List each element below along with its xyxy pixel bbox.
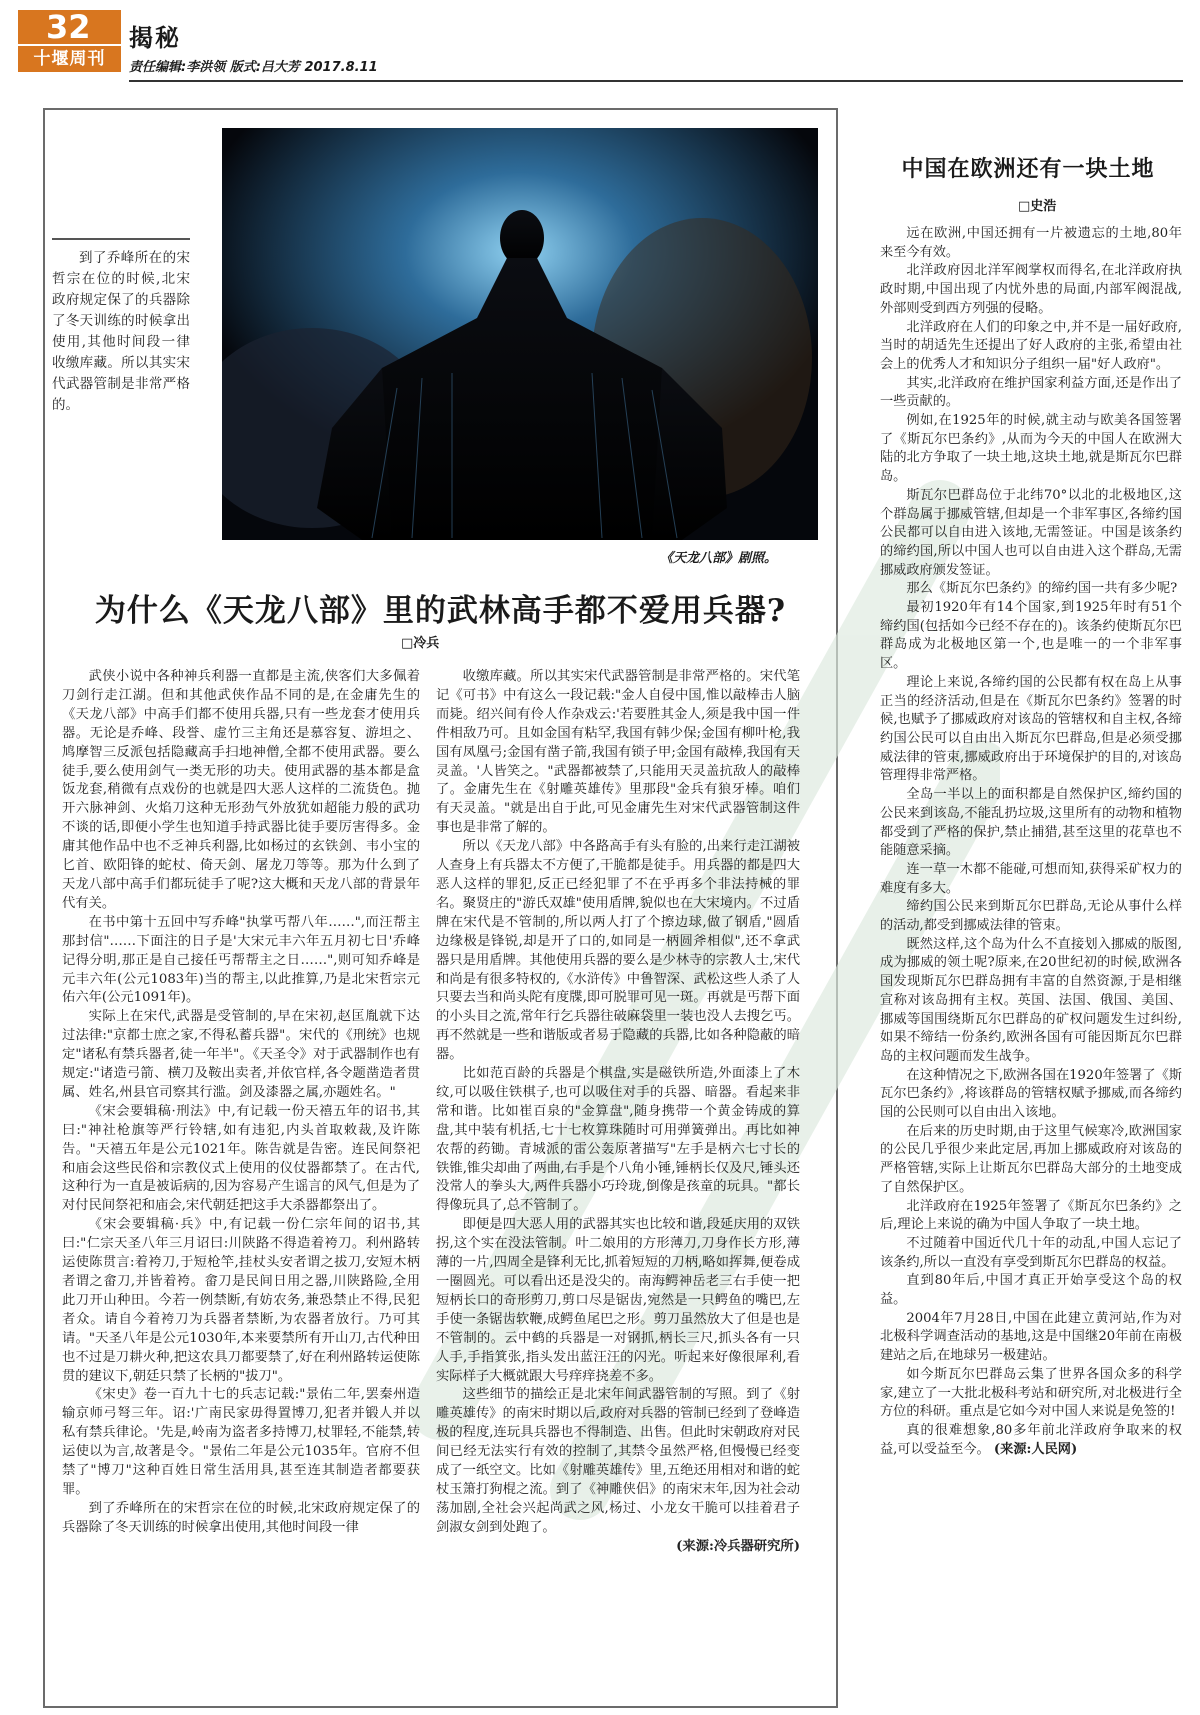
paragraph: 即便是四大恶人用的武器其实也比较和谐,段延庆用的双铁拐,这个实在没法管制。叶二娘用的方形薄刀,刀身作长方形,薄薄的一片,四周全是锋利无比,抓着短短的刀柄,略如挥舞,便卷成一圈圆光。可以看出还是没尖的。南海鳄神岳老三右手使一把短柄长口的奇形剪刀,剪口尽是锯齿,宛然是一只鳄鱼的嘴巴,左手使一条锯齿软鞭,成鳄鱼尾巴之形。剪刀虽然放大了但是也是不管制的。云中鹤的兵器是一对钢抓,柄长三尺,抓头各有一只人手,手指箕张,指头发出蓝汪汪的闪光。听起来好像很犀利,看实际样子大概就跟大号痒痒挠差不多。 — [436, 1217, 800, 1384]
editor-meta: 责任编辑:李洪领 版式:吕大芳 2017.8.11 — [129, 60, 378, 75]
paragraph: 在这种情况之下,欧洲各国在1920年签署了《斯瓦尔巴条约》,将该群岛的管辖权赋予挪威,而各缔约国的公民则可以自由出入该地。 — [880, 1067, 1182, 1121]
photo-caption: 《天龙八部》剧照。 — [660, 551, 778, 566]
sidebar-article-title: 中国在欧洲还有一块土地 — [901, 156, 1155, 182]
page-header — [18, 10, 1183, 85]
paragraph: 2004年7月28日,中国在此建立黄河站,作为对北极科学调查活动的基地,这是中国继20年前在南极建站之后,在地球另一极建站。 — [880, 1310, 1182, 1364]
paragraph: 如今斯瓦尔巴群岛云集了世界各国众多的科学家,建立了一大批北极科考站和研究所,对北极进行全方位的科研。重点是它如今对中国人来说是免签的! — [880, 1366, 1182, 1420]
page-number: 32 — [18, 10, 121, 44]
paragraph: 北洋政府在人们的印象之中,并不是一届好政府,当时的胡适先生还提出了好人政府的主张,希望由社会上的优秀人才和知识分子组织一届"好人政府"。 — [880, 319, 1182, 372]
paragraph: 《宋史》卷一百九十七的兵志记载:"景佑二年,罢秦州造输京师弓弩三年。诏:'广南民家毋得置博刀,犯者并锻人并以私有禁兵律论。'先是,岭南为盗者多持博刀,杖罪轻,不能禁,转运使以为言,故著是令。"景佑二年是公元1035年。官府不但禁了"博刀"这种百姓日常生活用具,甚至连其制造者都要获罪。 — [62, 1387, 420, 1497]
paragraph: 实际上在宋代,武器是受管制的,早在宋初,赵匡胤就下达过法律:"京都士庶之家,不得私蓄兵器"。宋代的《刑统》也规定"诸私有禁兵器者,徒一年半"。《天圣令》对于武器制作也有规定:"诸造弓箭、横刀及鞍出卖者,并依官样,各令题凿造者贯属、姓名,州县官司察其行滥。剑及漆器之属,亦题姓名。" — [62, 1009, 420, 1100]
header-rule — [129, 80, 1183, 82]
sidebar-article-body — [880, 225, 1182, 1459]
paragraph: 全岛一半以上的面积都是自然保护区,缔约国的公民来到该岛,不能乱扔垃圾,这里所有的动物和植物都受到了严格的保护,禁止捕猎,甚至这里的花草也不能随意采摘。 — [880, 787, 1182, 859]
paragraph: 既然这样,这个岛为什么不直接划入挪威的版图,成为挪威的领土呢?原来,在20世纪初的时候,欧洲各国发现斯瓦尔巴群岛拥有丰富的自然资源,于是相继宣称对该岛拥有主权。英国、法国、俄国、美国、挪威等国围绕斯瓦尔巴群岛的矿权问题发生过纠纷,如果不缔结一份条约,欧洲各国有可能因斯瓦尔巴群岛的主权问题而发生战争。 — [880, 936, 1182, 1064]
paragraph: 斯瓦尔巴群岛位于北纬70°以北的北极地区,这个群岛属于挪威管辖,但却是一个非军事区,各缔约国公民都可以自由进入该地,无需签证。中国是该条约的缔约国,所以中国人也可以自由进入这个群岛,无需挪威政府颁发签证。 — [880, 487, 1182, 578]
paragraph: 收缴库藏。所以其实宋代武器管制是非常严格的。宋代笔记《可书》中有这么一段记载:"金人自侵中国,惟以敲棒击人脑而毙。绍兴间有伶人作杂戏云:'若要胜其金人,须是我中国一件件相敌乃可。且如金国有粘罕,我国有韩少保;金国有柳叶枪,我国有凤凰弓;金国有凿子箭,我国有锁子甲;金国有敲棒,我国有天灵盖。'人皆笑之。"武器都被禁了,只能用天灵盖抗敌人的敲棒了。金庸先生在《射雕英雄传》里那段"金兵有狼牙棒。咱们有天灵盖。"就是出自于此,可见金庸先生对宋代武器管制这件事也是非常了解的。 — [436, 669, 800, 836]
drama-still-photo — [222, 128, 818, 540]
paragraph-text: 真的很难想象,80多年前北洋政府争取来的权益,可以受益至今。 — [880, 1423, 1182, 1457]
sidebar-article-source: (来源:人民网) — [993, 1441, 1078, 1457]
sidebar-article-byline: □史浩 — [1018, 199, 1057, 214]
paragraph: 北洋政府因北洋军阀掌权而得名,在北洋政府执政时期,中国出现了内忧外患的局面,内部军阀混战,外部则受到西方列强的侵略。 — [880, 263, 1182, 316]
page-badge — [18, 10, 121, 72]
paragraph: 最初1920年有14个国家,到1925年时有51个缔约国(包括如今已经不存在的)。该条约使斯瓦尔巴群岛成为北极地区第一个,也是唯一的一个非军事区。 — [880, 600, 1182, 672]
paragraph: 例如,在1925年的时候,就主动与欧美各国签署了《斯瓦尔巴条约》,从而为今天的中国人在欧洲大陆的北方争取了一块土地,这块土地,就是斯瓦尔巴群岛。 — [880, 413, 1182, 485]
paragraph — [880, 1422, 1182, 1459]
paragraph: 比如范百龄的兵器是个棋盘,实是磁铁所造,外面漆上了木纹,可以吸住铁棋子,也可以吸住对手的兵器、暗器。看起来非常和谐。比如崔百泉的"金算盘",随身携带一个黄金铸成的算盘,其中装有机括,七十七枚算珠随时可用弹簧弹出。再比如神农帮的药锄。青城派的雷公轰原著描写"左手是柄六七寸长的铁锥,锥尖却曲了两曲,右手是个八角小锤,锤柄长仅及尺,锤头还没常人的拳头大,两件兵器小巧玲珑,倒像是孩童的玩具。"都长得像玩具了,总不管制了。 — [436, 1066, 800, 1214]
paragraph: 到了乔峰所在的宋哲宗在位的时候,北宋政府规定保了的兵器除了冬天训练的时候拿出使用,其他时间段一律 — [62, 1500, 420, 1535]
paragraph: 北洋政府在1925年签署了《斯瓦尔巴条约》之后,理论上来说的确为中国人争取了一块土地。 — [880, 1198, 1182, 1233]
paragraph: 不过随着中国近代几十年的动乱,中国人忘记了该条约,所以一直没有享受到斯瓦尔巴群岛的权益。 — [880, 1235, 1182, 1270]
article-column-2 — [436, 668, 800, 1557]
paragraph: 其实,北洋政府在维护国家利益方面,还是作出了一些贡献的。 — [880, 375, 1182, 410]
paragraph: 连一草一木都不能碰,可想而知,获得采矿权力的难度有多大。 — [880, 861, 1182, 896]
paragraph: 所以《天龙八部》中各路高手有头有脸的,出来行走江湖被人查身上有兵器太不方便了,干脆都是徒手。用兵器的都是四大恶人这样的罪犯,反正已经犯罪了不在乎再多个非法持械的罪名。聚贤庄的"游氏双雄"使用盾牌,貌似也在大宋境内。不过盾牌在宋代是不管制的,所以两人打了个擦边球,做了钢盾,"圆盾边缘极是锋锐,却是开了口的,如同是一柄圆斧相似",还不拿武器只是用盾牌。其他使用兵器的要么是少林寺的宗教人士,宋代和尚是有很多特权的,《水浒传》中鲁智深、武松这些人杀了人只要去当和尚头陀有度牒,即可脱罪可见一斑。再就是丐帮下面的小头目之流,常年行乞兵器往破麻袋里一装也没人去搜乞丐。再不然就是一些和谐版或者易于隐藏的兵器,比如各种隐蔽的暗器。 — [436, 839, 800, 1063]
paragraph: 理论上来说,各缔约国的公民都有权在岛上从事正当的经济活动,但是在《斯瓦尔巴条约》签署的时候,也赋予了挪威政府对该岛的管辖权和自主权,各缔约国公民可以自由出入斯瓦尔巴群岛,但是必须受挪威法律的管束,挪威政府出于环境保护的目的,对该岛管理得非常严格。 — [880, 674, 1182, 784]
paragraph: 在书中第十五回中写乔峰"执掌丐帮八年……",而汪帮主那封信"……下面注的日子是'大宋元丰六年五月初七日'乔峰记得分明,那正是自己接任丐帮帮主之日……",则可知乔峰是元丰六年(公元1083年)当的帮主,以此推算,乃是北宋哲宗元佑六年(公元1091年)。 — [62, 914, 420, 1006]
paragraph: 这些细节的描绘正是北宋年间武器管制的写照。到了《射雕英雄传》的南宋时期以后,政府对兵器的管制已经到了登峰造极的程度,连玩具兵器也不得制造、出售。但此时宋朝政府对民间已经无法实行有效的控制了,其禁令虽然严格,但慢慢已经变成了一纸空文。比如《射雕英雄传》里,五绝还用相对和谐的蛇杖玉箫打狗棍之流。到了《神雕侠侣》的南宋末年,因为社会动荡加剧,全社会兴起尚武之风,杨过、小龙女干脆可以挂着君子剑淑女剑到处跑了。 — [436, 1387, 800, 1535]
paragraph: 那么《斯瓦尔巴条约》的缔约国一共有多少呢? — [906, 581, 1178, 597]
section-title: 揭秘 — [129, 24, 181, 52]
paragraph: 直到80年后,中国才真正开始享受这个岛的权益。 — [880, 1273, 1182, 1308]
paragraph: 远在欧洲,中国还拥有一片被遗忘的土地,80年来至今有效。 — [880, 226, 1182, 260]
publication-name: 十堰周刊 — [18, 46, 121, 72]
paragraph: 武侠小说中各种神兵利器一直都是主流,侠客们大多佩着刀剑行走江湖。但和其他武侠作品不同的是,在金庸先生的《天龙八部》中高手们都不使用兵器,只有一些龙套才使用兵器。无论是乔峰、段誉、虚竹三主角还是慕容复、游坦之、鸠摩智三反派包括隐藏高手扫地神僧,全都不使用武器。要么徒手,要么使用剑气一类无形的功夫。使用武器的基本都是盒饭龙套,稍微有点戏份的也就是四大恶人这样的二流货色。抛开六脉神剑、火焰刀这种无形劲气外放犹如超能力般的武功不谈的话,即便小学生也知道手持武器比徒手要厉害得多。金庸其他作品中也不乏神兵利器,比如杨过的玄铁剑、韦小宝的匕首、欧阳锋的蛇杖、倚天剑、屠龙刀等等。那为什么到了天龙八部中高手们都玩徒手了呢?这大概和天龙八部的背景年代有关。 — [62, 669, 420, 911]
paragraph: 缔约国公民来到斯瓦尔巴群岛,无论从事什么样的活动,都受到挪威法律的管束。 — [880, 899, 1182, 934]
paragraph: 在后来的历史时期,由于这里气候寒冷,欧洲国家的公民几乎很少来此定居,再加上挪威政府对该岛的严格管辖,实际上让斯瓦尔巴群岛大部分的土地变成了自然保护区。 — [880, 1123, 1182, 1195]
article-column-1 — [62, 668, 420, 1538]
paragraph: 《宋会要辑稿·兵》中,有记载一份仁宗年间的诏书,其曰:"仁宗天圣八年三月诏曰:川陕路不得造着袴刀。利州路转运使陈贯言:着袴刀,于短枪竿,挂杖头安者谓之拔刀,安短木柄者谓之畲刀,并皆着袴。畲刀是民间日用之器,川陕路险,全用此刀开山种田。今若一例禁断,有妨农务,兼恐禁止不得,民犯者众。请自今着袴刀为兵器者禁断,为农器者放行。乃可其请。"天圣八年是公元1030年,本来要禁所有开山刀,古代种田也不过是刀耕火种,把这农具刀都要禁了,好在利州路转运使陈贯的建议下,朝廷只禁了长柄的"拔刀"。 — [62, 1217, 420, 1384]
article-title: 为什么《天龙八部》里的武林高手都不爱用兵器? — [94, 593, 787, 629]
article-source: (来源:冷兵器研究所) — [676, 1538, 800, 1554]
pull-quote: 到了乔峰所在的宋哲宗在位的时候,北宋政府规定保了的兵器除了冬天训练的时候拿出使用,其他时间段一律收缴库藏。所以其实宋代武器管制是非常严格的。 — [52, 238, 190, 438]
article-byline: □冷兵 — [401, 636, 440, 651]
paragraph: 《宋会要辑稿·刑法》中,有记载一份天禧五年的诏书,其曰:"神社枪旗等严行铃辖,如有违犯,内头首取敕裁,及许陈告。"天禧五年是公元1021年。陈告就是告密。连民间祭祀和庙会这些民俗和宗教仪式上使用的仪仗器都禁了。在古代,这种行为一直是被诟病的,因为容易产生谣言的风气,但是为了对付民间祭祀和庙会,宋代朝廷把这手大杀器都祭出了。 — [62, 1103, 420, 1214]
